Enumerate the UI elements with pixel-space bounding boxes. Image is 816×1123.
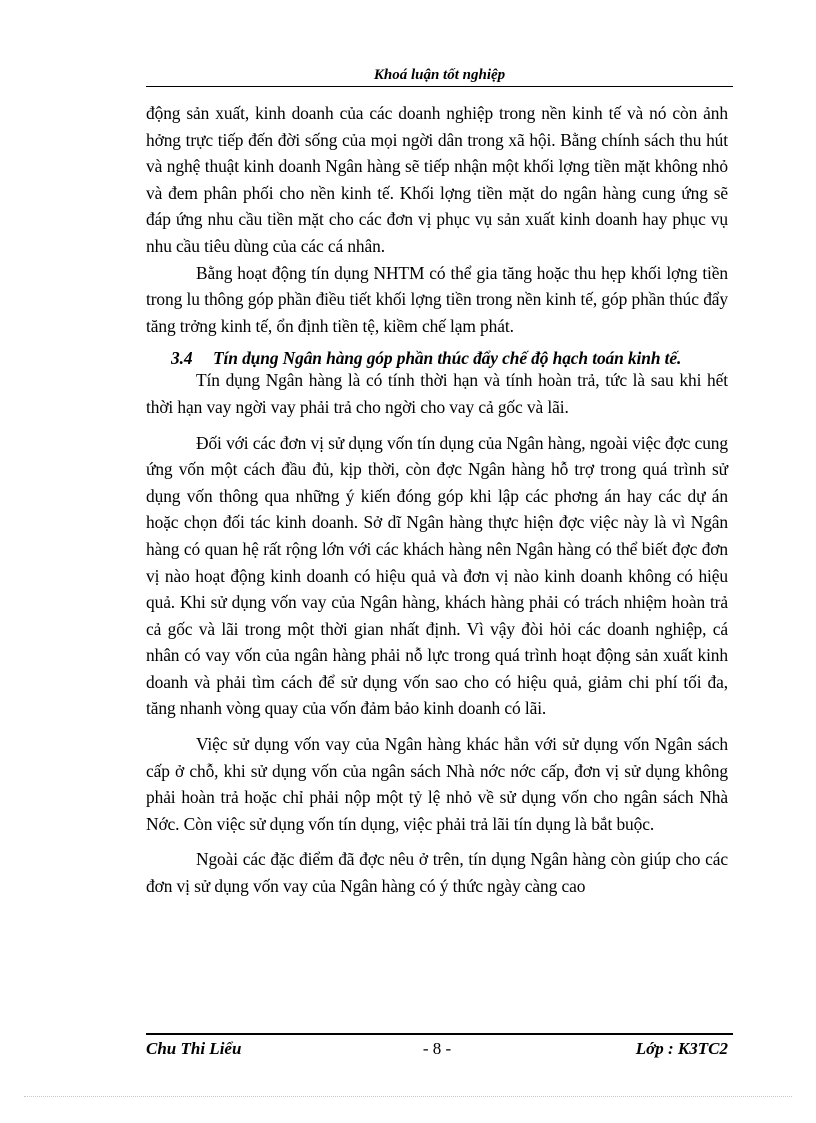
- footer-author: Chu Thi Liểu: [146, 1039, 242, 1058]
- document-body: [146, 100, 728, 900]
- footer-divider: [146, 1033, 733, 1035]
- paragraph: Việc sử dụng vốn vay của Ngân hàng khác hẳn với sử dụng vốn Ngân sách cấp ở chỗ, khi sử dụng vốn của ngân sách Nhà nớc nớc cấp, đơn vị sử dụng không phải hoàn trả hoặc chỉ phải nộp một tỷ lệ nhỏ về sử dụng vốn cho ngân sách Nhà Nớc. Còn việc sử dụng vốn tín dụng, việc phải trả lãi tín dụng là bắt buộc.: [146, 734, 728, 834]
- header-divider: [146, 86, 733, 87]
- paragraph: Đối với các đơn vị sử dụng vốn tín dụng của Ngân hàng, ngoài việc đợc cung ứng vốn một cách đầu đủ, kịp thời, còn đợc Ngân hàng hỗ trợ trong quá trình sử dụng vốn thông qua những ý kiến đóng góp khi lập các phơng án hay các dự án hoặc chọn đối tác kinh doanh. Sở dĩ Ngân hàng thực hiện đợc việc này là vì Ngân hàng có quan hệ rất rộng lớn với các khách hàng nên Ngân hàng có thể biết đợc đơn vị nào hoạt động kinh doanh có hiệu quả và đơn vị nào kinh doanh không có hiệu quả. Khi sử dụng vốn vay của Ngân hàng, khách hàng phải có trách nhiệm hoàn trả cả gốc và lãi trong một thời gian nhất định. Vì vậy đòi hỏi các doanh nghiệp, cá nhân có vay vốn của ngân hàng phải nỗ lực trong quá trình hoạt động sản xuất kinh doanh và phải tìm cách để sử dụng vốn sao cho có hiệu quả, giảm chi phí tối đa, tăng nhanh vòng quay của vốn đảm bảo kinh doanh có lãi.: [146, 432, 728, 719]
- footer-page-number: - 8 -: [422, 1039, 452, 1058]
- paragraph-continuation: động sản xuất, kinh doanh của các doanh nghiệp trong nền kinh tế và nó còn ảnh hởng trực tiếp đến đời sống của mọi ngời dân trong xã hội. Bằng chính sách thu hút và nghệ thuật kinh doanh Ngân hàng sẽ tiếp nhận một khối lợng tiền mặt không nhỏ và đem phân phối cho nền kinh tế. Khối lợng tiền mặt do ngân hàng cung ứng sẽ đáp ứng nhu cầu tiền mặt cho các đơn vị phục vụ sản xuất kinh doanh hay phục vụ nhu cầu tiêu dùng của các cá nhân.: [146, 103, 728, 256]
- section-title: Tín dụng Ngân hàng góp phần thúc đẩy chế độ hạch toán kinh tế.: [213, 348, 682, 369]
- page-bottom-border: [24, 1096, 792, 1097]
- section-number: 3.4: [171, 348, 193, 369]
- paragraph: Bằng hoạt động tín dụng NHTM có thể gia tăng hoặc thu hẹp khối lợng tiền trong lu thông góp phần điều tiết khối lợng tiền trong nền kinh tế, góp phần thúc đẩy tăng trởng kinh tế, ổn định tiền tệ, kiềm chế lạm phát.: [146, 262, 728, 336]
- page-header-title: Khoá luận tốt nghiệp: [373, 67, 506, 83]
- paragraph: Ngoài các đặc điểm đã đợc nêu ở trên, tín dụng Ngân hàng còn giúp cho các đơn vị sử dụng vốn vay của Ngân hàng có ý thức ngày càng cao: [146, 849, 728, 897]
- footer-class: Lớp : K3TC2: [635, 1039, 728, 1058]
- paragraph: Tín dụng Ngân hàng là có tính thời hạn và tính hoàn trả, tức là sau khi hết thời hạn vay ngời vay phải trả cho ngời cho vay cả gốc và lãi.: [146, 370, 728, 417]
- section-heading: [146, 348, 728, 369]
